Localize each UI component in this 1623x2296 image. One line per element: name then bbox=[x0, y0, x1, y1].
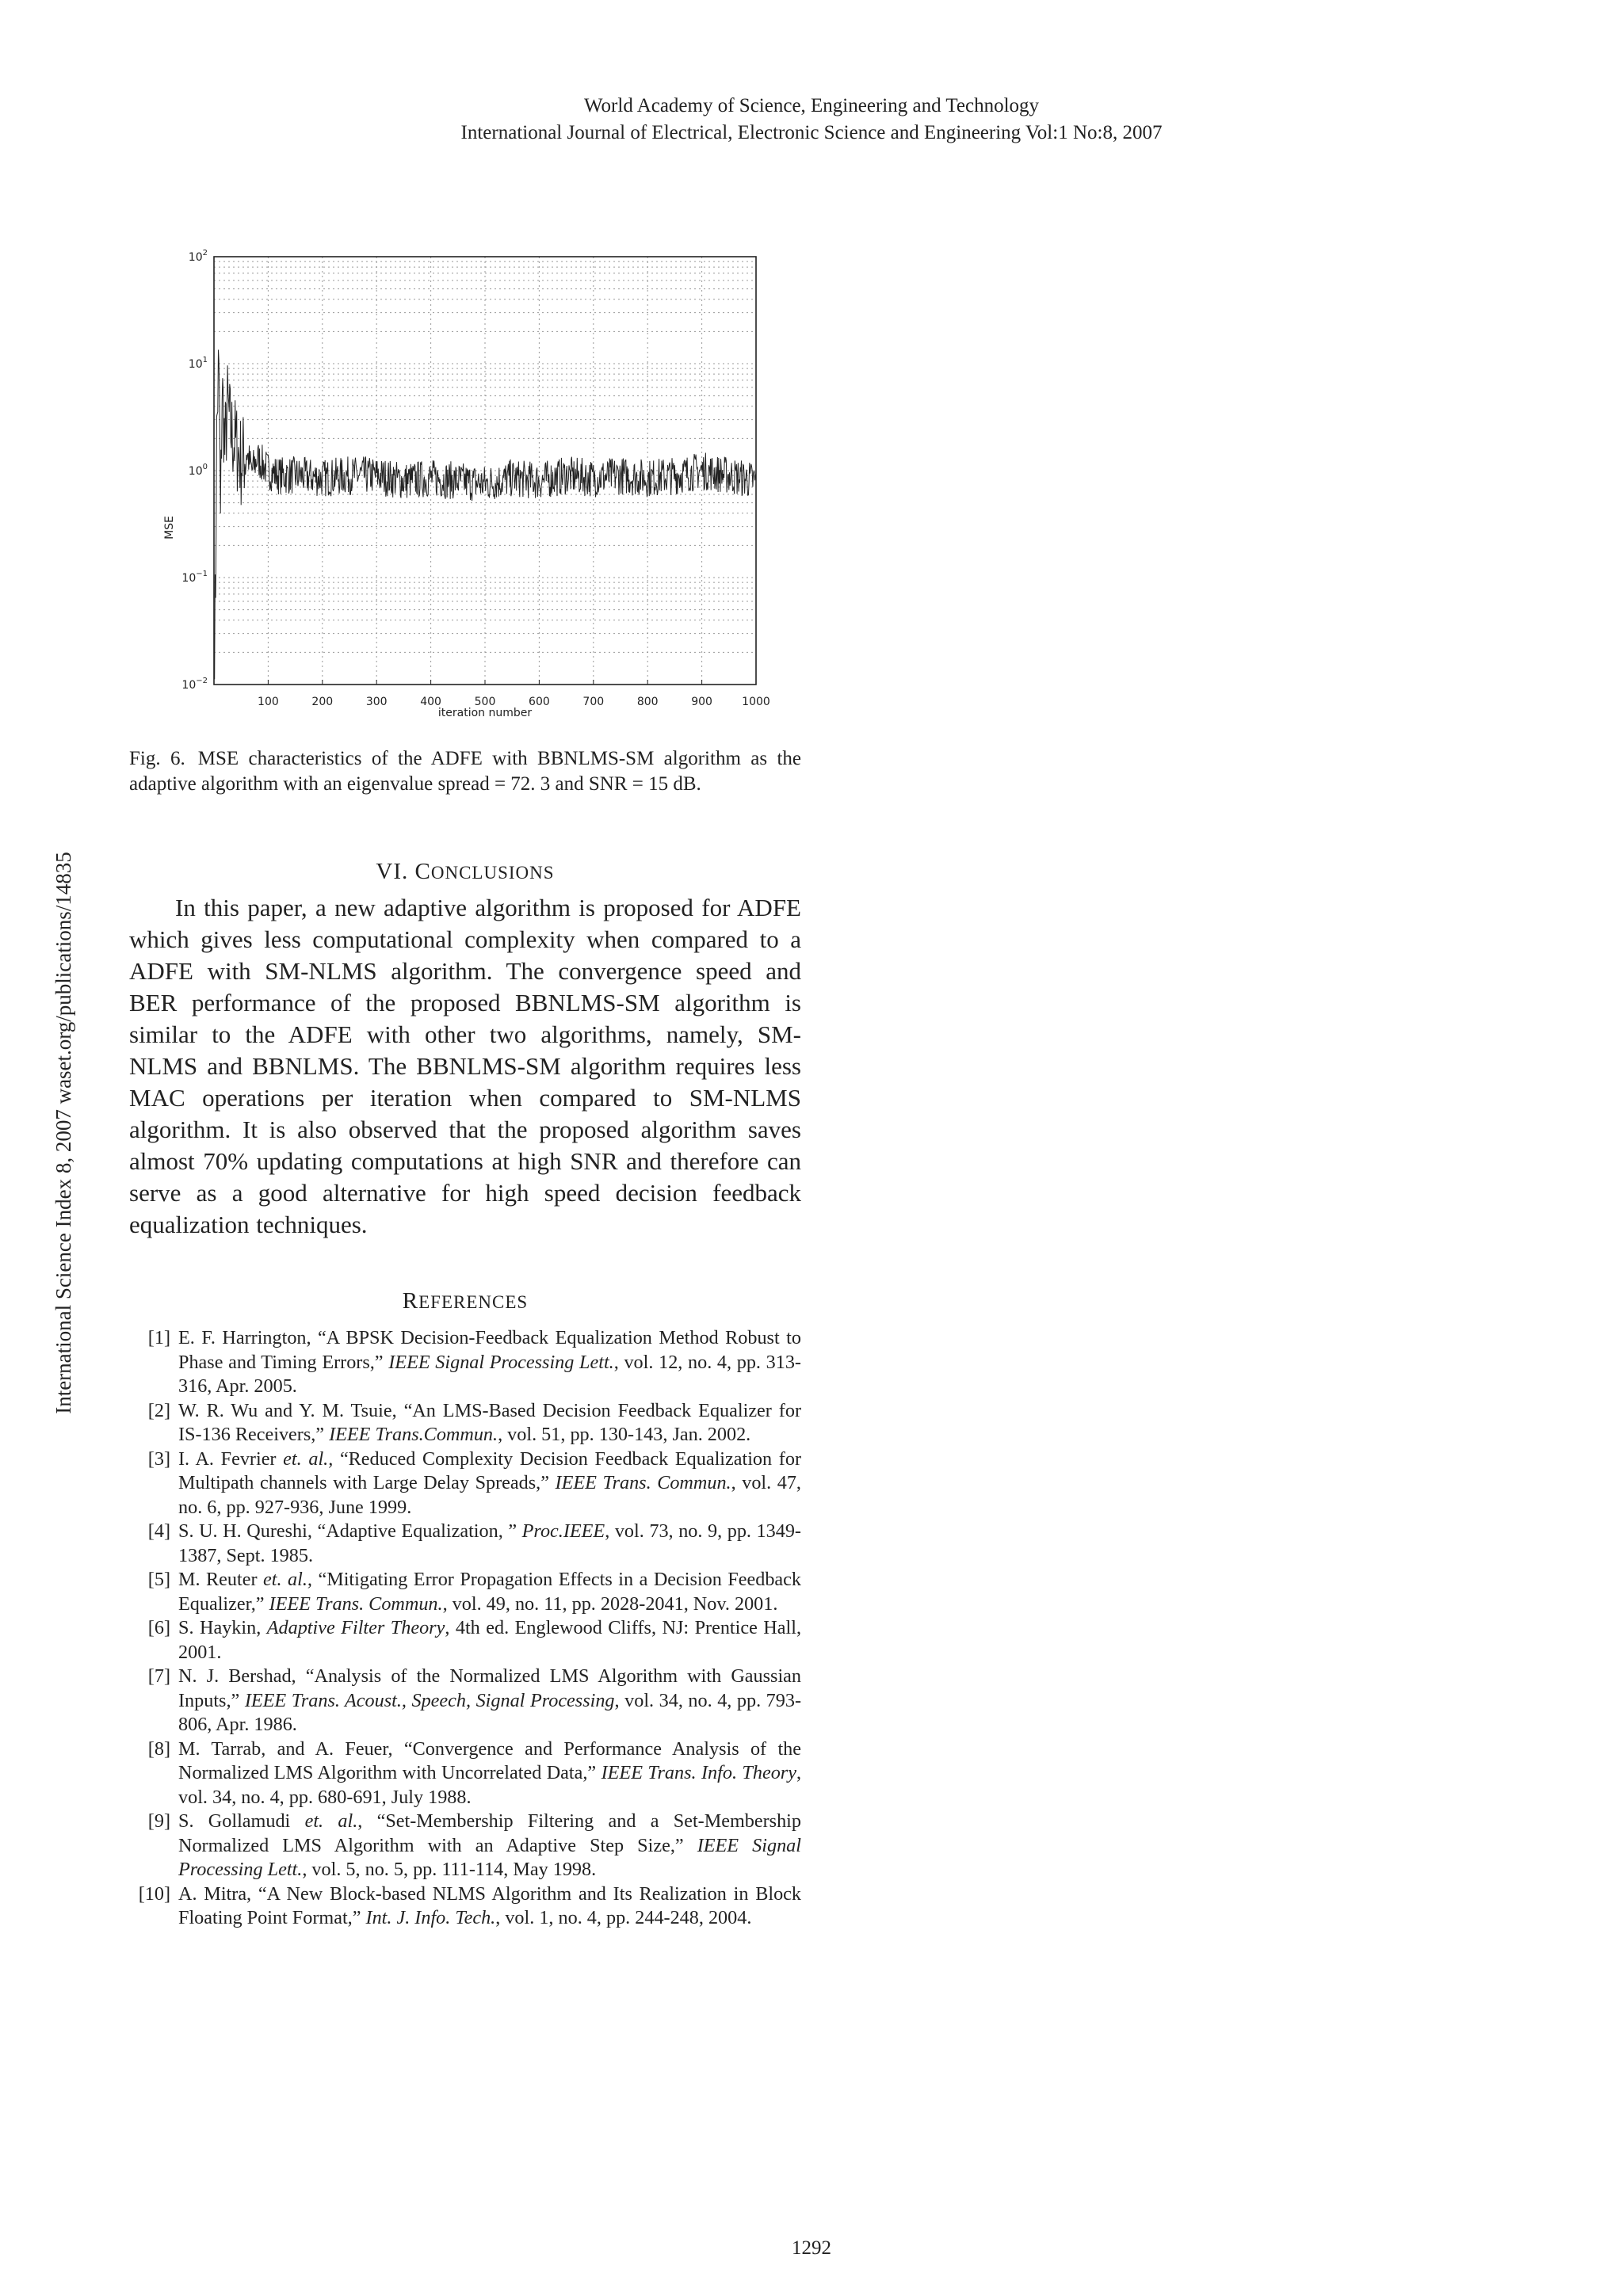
x-tick-label: 1000 bbox=[742, 696, 770, 708]
references-list bbox=[129, 1326, 801, 1931]
x-tick-label: 100 bbox=[258, 696, 279, 708]
reference-details: , 4th ed. Englewood Cliffs, NJ: Prentice Hall, 2001. bbox=[178, 1617, 802, 1663]
reference-details: , vol. 1, no. 4, pp. 244-248, 2004. bbox=[495, 1907, 752, 1928]
reference-details: , vol. 47, no. 6, pp. 927-936, June 1999. bbox=[178, 1472, 801, 1518]
reference-details: , vol. 34, no. 4, pp. 680-691, July 1988. bbox=[178, 1762, 802, 1808]
y-tick-label: $10^{-1}$ bbox=[181, 570, 208, 585]
reference-item bbox=[129, 1326, 801, 1399]
x-axis-label: iteration number bbox=[437, 707, 533, 719]
reference-book-title: Adaptive Filter Theory bbox=[266, 1617, 445, 1638]
reference-text: E. F. Harrington, “A BPSK Decision-Feedback Equalization Method Robust to Phase and Timing Errors,” bbox=[178, 1327, 801, 1373]
reference-text: S. U. H. Qureshi, “Adaptive Equalization, ” bbox=[178, 1520, 522, 1542]
reference-etal: et. al., bbox=[283, 1447, 334, 1470]
reference-item bbox=[129, 1665, 801, 1737]
reference-number: [1] bbox=[147, 1327, 170, 1348]
y-tick-labels bbox=[181, 249, 208, 692]
reference-journal: IEEE Trans. Commun. bbox=[269, 1592, 443, 1615]
reference-number: [4] bbox=[147, 1520, 170, 1542]
x-tick-label: 300 bbox=[365, 696, 388, 708]
y-axis-label: MSE bbox=[163, 516, 176, 540]
references-heading-rest: EFERENCES bbox=[418, 1292, 529, 1312]
reference-item bbox=[129, 1882, 801, 1931]
references-heading bbox=[129, 1288, 801, 1314]
reference-journal: Proc.IEEE bbox=[521, 1520, 605, 1542]
reference-journal: IEEE Trans. Acoust., Speech, Signal Processing bbox=[244, 1689, 615, 1711]
reference-item bbox=[129, 1616, 801, 1665]
reference-etal: et. al. bbox=[304, 1810, 358, 1832]
mse-chart bbox=[155, 242, 789, 742]
conclusions-paragraph: In this paper, a new adaptive algorithm is proposed for ADFE which gives less computational complexity when compared to a ADFE with SM-NLMS algorithm. The convergence speed and BER performance of the proposed BBNLMS-SM algorithm is similar to the ADFE with other two algorithms, namely, SM-NLMS and BBNLMS. The BBNLMS-SM algorithm requires less MAC operations per iteration when compared to SM-NLMS algorithm. It is also observed that the proposed algorithm saves almost 70% updating computations at high SNR and therefore can serve as a good alternative for high speed decision feedback equalization techniques. bbox=[129, 894, 801, 1238]
conclusions-heading-cap: C bbox=[414, 859, 431, 884]
reference-text: N. J. Bershad, “Analysis of the Normalized LMS Algorithm with Gaussian Inputs,” bbox=[178, 1665, 801, 1711]
reference-journal: IEEE Signal Processing Lett. bbox=[178, 1834, 801, 1880]
references-heading-cap: R bbox=[402, 1288, 419, 1314]
reference-journal: Int. J. Info. Tech. bbox=[365, 1907, 496, 1928]
x-tick-label: 900 bbox=[691, 696, 712, 708]
y-tick-label: $10^1$ bbox=[188, 356, 208, 371]
reference-details: , vol. 49, no. 11, pp. 2028-2041, Nov. 2001. bbox=[442, 1592, 778, 1615]
x-tick-label: 700 bbox=[582, 696, 605, 708]
reference-text: A. Mitra, “A New Block-based NLMS Algorithm and Its Realization in Block Floating Point Format,” bbox=[178, 1882, 801, 1928]
y-tick-label: $10^0$ bbox=[188, 463, 208, 478]
reference-item bbox=[129, 1447, 801, 1520]
reference-details: , vol. 73, no. 9, pp. 1349-1387, Sept. 1985. bbox=[178, 1520, 801, 1566]
x-tick-label: 500 bbox=[474, 696, 496, 708]
figure-caption-text: MSE characteristics of the ADFE with BBNLMS-SM algorithm as the adaptive algorithm with an eigenvalue spread = 72. 3 and SNR = 15 dB. bbox=[129, 748, 801, 795]
reference-journal: IEEE Signal Processing Lett. bbox=[388, 1351, 614, 1373]
reference-item bbox=[129, 1520, 801, 1568]
page-number: 1292 bbox=[792, 2237, 831, 2259]
figure-caption-label: Fig. 6. bbox=[129, 748, 185, 769]
reference-item bbox=[129, 1737, 801, 1810]
reference-item bbox=[129, 1399, 801, 1447]
reference-number: [10] bbox=[138, 1882, 170, 1905]
x-tick-label: 200 bbox=[311, 696, 334, 708]
x-tick-label: 600 bbox=[529, 696, 550, 708]
reference-text: M. Reuter bbox=[178, 1569, 264, 1590]
side-index-text: International Science Index 8, 2007 waset.org/publications/14835 bbox=[52, 852, 75, 1414]
reference-text: S. Gollamudi bbox=[178, 1810, 305, 1832]
reference-item bbox=[129, 1568, 801, 1616]
reference-number: [5] bbox=[147, 1569, 170, 1590]
figure-caption bbox=[129, 746, 801, 797]
reference-details: , vol. 5, no. 5, pp. 111-114, May 1998. bbox=[302, 1859, 597, 1880]
reference-number: [2] bbox=[147, 1399, 170, 1421]
reference-text: W. R. Wu and Y. M. Tsuie, “An LMS-Based Decision Feedback Equalizer for IS-136 Receivers,” bbox=[178, 1399, 801, 1445]
reference-item bbox=[129, 1810, 801, 1882]
reference-text: I. A. Fevrier bbox=[178, 1447, 284, 1470]
y-tick-label: $10^2$ bbox=[188, 249, 208, 264]
reference-etal: et. al., bbox=[263, 1569, 312, 1590]
conclusions-heading-number: VI. bbox=[376, 859, 409, 884]
reference-journal: IEEE Trans. Info. Theory bbox=[601, 1762, 796, 1783]
reference-details: , vol. 34, no. 4, pp. 793-806, Apr. 1986. bbox=[178, 1689, 801, 1735]
reference-journal: IEEE Trans. Commun. bbox=[555, 1472, 731, 1493]
reference-details: , vol. 51, pp. 130-143, Jan. 2002. bbox=[498, 1424, 751, 1445]
reference-number: [8] bbox=[147, 1737, 170, 1760]
x-tick-label: 800 bbox=[636, 696, 659, 708]
x-tick-label: 400 bbox=[420, 696, 441, 708]
reference-number: [9] bbox=[147, 1810, 170, 1832]
reference-details: , vol. 12, no. 4, pp. 313-316, Apr. 2005. bbox=[178, 1351, 801, 1397]
reference-title: “Reduced Complexity Decision Feedback Equalization for Multipath channels with Large Delay Spreads,” bbox=[178, 1447, 801, 1493]
journal-header-line2: International Journal of Electrical, Electronic Science and Engineering Vol:1 No:8, 2007 bbox=[460, 122, 1163, 143]
reference-number: [6] bbox=[147, 1617, 170, 1638]
reference-journal: IEEE Trans.Commun. bbox=[329, 1424, 498, 1445]
reference-number: [3] bbox=[147, 1447, 170, 1470]
reference-title: “Mitigating Error Propagation Effects in a Decision Feedback Equalizer,” bbox=[178, 1569, 801, 1615]
conclusions-heading bbox=[129, 859, 801, 885]
conclusions-heading-rest: ONCLUSIONS bbox=[430, 863, 555, 883]
journal-header-line1: World Academy of Science, Engineering and Technology bbox=[583, 95, 1040, 116]
y-tick-label: $10^{-2}$ bbox=[181, 677, 208, 692]
reference-text: S. Haykin, bbox=[178, 1617, 267, 1638]
reference-number: [7] bbox=[147, 1665, 170, 1687]
reference-title: , “Set-Membership Filtering and a Set-Membership Normalized LMS Algorithm with an Adaptive Step Size,” bbox=[178, 1810, 801, 1856]
reference-text: M. Tarrab, and A. Feuer, “Convergence and Performance Analysis of the Normalized LMS Algorithm with Uncorrelated Data,” bbox=[178, 1737, 801, 1783]
